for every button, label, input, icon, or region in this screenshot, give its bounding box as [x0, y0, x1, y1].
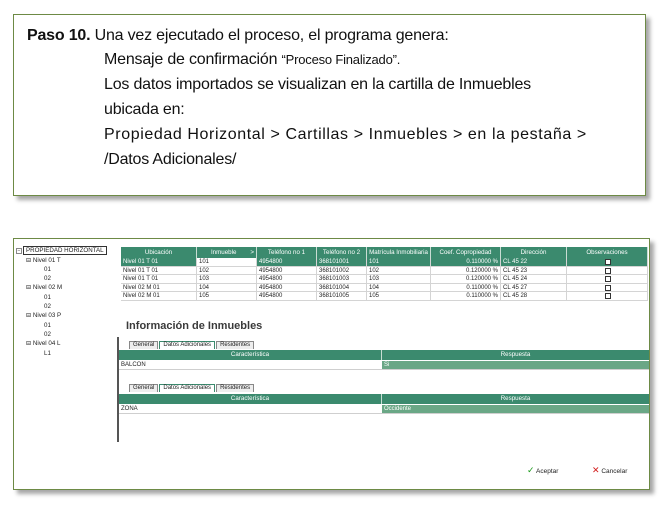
table-row[interactable] [121, 284, 648, 293]
grid-header [121, 247, 648, 258]
caracteristica-header: Característica [119, 394, 382, 404]
table-cell: CL 45 22 [501, 258, 567, 266]
tree-item-nivel-01[interactable] [26, 257, 61, 264]
tree-expander-icon[interactable]: ⊟ [26, 257, 32, 264]
tree-item-label: Nivel 03 P [32, 312, 62, 319]
tree-item[interactable]: 02 [44, 303, 51, 310]
table-cell: CL 45 24 [501, 275, 567, 283]
panel-1-header [119, 350, 649, 360]
observaciones-cell[interactable] [567, 284, 648, 292]
tree-expander-icon[interactable]: ⊟ [26, 284, 32, 291]
navigation-path: Propiedad Horizontal > Cartillas > Inmuebles > en la pestaña > [104, 126, 587, 143]
table-cell: Nivel 01 T 01 [121, 258, 197, 266]
table-cell: 102 [367, 267, 431, 275]
table-cell: 368101004 [317, 284, 367, 292]
table-cell: 0.110000 % [431, 258, 501, 266]
note-icon[interactable] [605, 276, 611, 282]
tree-item[interactable]: 01 [44, 322, 51, 329]
tab-datos-adicionales[interactable]: Datos Adicionales [159, 341, 215, 349]
table-cell: Nivel 02 M 01 [121, 284, 197, 292]
table-cell: CL 45 23 [501, 267, 567, 275]
tree-item-nivel-03[interactable] [26, 312, 61, 319]
cancel-button[interactable] [592, 465, 627, 476]
table-cell: 0.110000 % [431, 292, 501, 300]
table-row[interactable] [121, 258, 648, 267]
column-header[interactable]: Observaciones [567, 247, 648, 258]
table-cell: 105 [197, 292, 257, 300]
tabs-panel-1 [129, 341, 255, 349]
caracteristica-value: BALCON [121, 362, 146, 368]
respuesta-value[interactable]: Si [382, 361, 649, 369]
table-cell: 4954800 [257, 267, 317, 275]
note-icon[interactable] [605, 293, 611, 299]
observaciones-cell[interactable] [567, 258, 648, 266]
table-cell: 103 [197, 275, 257, 283]
panel-2-row[interactable] [119, 405, 649, 414]
tab-path: /Datos Adicionales/ [104, 151, 237, 168]
column-header-label: Inmueble [210, 249, 237, 256]
grid-body [121, 258, 648, 301]
table-cell: 105 [367, 292, 431, 300]
table-cell: CL 45 28 [501, 292, 567, 300]
note-icon[interactable] [605, 259, 611, 265]
tree-item[interactable]: L1 [44, 350, 51, 357]
table-cell: 0.110000 % [431, 284, 501, 292]
respuesta-value[interactable]: Occidente [382, 405, 649, 413]
table-row[interactable] [121, 267, 648, 276]
tree-item-label: Nivel 04 L [32, 340, 61, 347]
step-text: Una vez ejecutado el proceso, el programa genera: [94, 27, 449, 44]
tab-residentes[interactable]: Residentes [216, 341, 254, 349]
checkmark-icon: ✓ [527, 465, 535, 475]
tree-expander-icon[interactable]: ⊟ [26, 340, 32, 347]
table-cell: 4954800 [257, 284, 317, 292]
table-cell: Nivel 02 M 01 [121, 292, 197, 300]
tree-root-label[interactable]: PROPIEDAD HORIZONTAL [23, 246, 107, 255]
table-row[interactable] [121, 275, 648, 284]
respuesta-header: Respuesta [500, 351, 531, 358]
table-cell: 104 [367, 284, 431, 292]
table-cell: 368101001 [317, 258, 367, 266]
note-icon[interactable] [605, 268, 611, 274]
table-cell: 4954800 [257, 258, 317, 266]
location-label-line: ubicada en: [104, 101, 185, 118]
table-cell: 0.120000 % [431, 267, 501, 275]
table-cell: 104 [197, 284, 257, 292]
table-cell: CL 45 27 [501, 284, 567, 292]
table-cell: Nivel 01 T 01 [121, 275, 197, 283]
tab-residentes[interactable]: Residentes [216, 384, 254, 392]
column-header[interactable] [197, 247, 257, 258]
observaciones-cell[interactable] [567, 275, 648, 283]
tree-item[interactable]: 02 [44, 331, 51, 338]
panel-1-row[interactable] [119, 361, 649, 370]
table-row[interactable] [121, 292, 648, 301]
tabs-panel-2 [129, 384, 255, 392]
sort-indicator-icon: > [250, 249, 254, 256]
info-title: Información de Inmuebles [126, 320, 263, 332]
close-icon: ✕ [592, 465, 600, 475]
inmuebles-grid [121, 247, 648, 301]
tree-item-label: Nivel 01 T [32, 257, 61, 264]
confirmation-quote: “Proceso Finalizado”. [281, 52, 401, 67]
tree-expander-icon[interactable]: ⊟ [26, 312, 32, 319]
tree-item-nivel-04[interactable] [26, 340, 60, 347]
tree-item[interactable]: 02 [44, 275, 51, 282]
column-header[interactable]: Ubicación [121, 247, 197, 258]
table-cell: 0.120000 % [431, 275, 501, 283]
table-cell: 4954800 [257, 292, 317, 300]
tab-general[interactable]: General [129, 341, 158, 349]
column-header[interactable]: Teléfono no 2 [317, 247, 367, 258]
table-cell: 102 [197, 267, 257, 275]
collapse-icon[interactable]: − [17, 248, 21, 254]
accept-button[interactable] [527, 465, 558, 476]
tab-general[interactable]: General [129, 384, 158, 392]
tree-item-label: Nivel 02 M [32, 284, 63, 291]
table-cell: 368101003 [317, 275, 367, 283]
table-cell: 368101002 [317, 267, 367, 275]
column-header[interactable]: Teléfono no 1 [257, 247, 317, 258]
panel-2-header [119, 394, 649, 404]
column-header[interactable]: Coef. Copropiedad [431, 247, 501, 258]
tree-item[interactable]: 01 [44, 294, 51, 301]
table-cell: 101 [367, 258, 431, 266]
tree-item-nivel-02[interactable] [26, 284, 62, 291]
table-cell: 4954800 [257, 275, 317, 283]
column-header[interactable]: Matrícula Inmobiliaria [367, 247, 431, 258]
tab-datos-adicionales[interactable]: Datos Adicionales [159, 384, 215, 392]
respuesta-header: Respuesta [500, 395, 531, 402]
table-cell: Nivel 01 T 01 [121, 267, 197, 275]
confirmation-text: Mensaje de confirmación [104, 51, 282, 68]
app-screenshot [13, 238, 650, 490]
tree-item[interactable]: 01 [44, 266, 51, 273]
data-location-line: Los datos importados se visualizan en la cartilla de Inmuebles [104, 76, 531, 93]
step-label: Paso 10. [27, 27, 91, 44]
tree-root[interactable] [16, 247, 107, 254]
step-line [27, 27, 449, 45]
table-cell: 103 [367, 275, 431, 283]
caracteristica-value: ZONA [121, 406, 138, 412]
accept-label: Aceptar [536, 468, 559, 475]
caracteristica-header: Característica [119, 350, 382, 360]
table-cell: 101 [197, 258, 257, 266]
note-icon[interactable] [605, 285, 611, 291]
table-cell: 368101005 [317, 292, 367, 300]
observaciones-cell[interactable] [567, 292, 648, 300]
column-header[interactable]: Dirección [501, 247, 567, 258]
confirmation-line [104, 51, 400, 69]
observaciones-cell[interactable] [567, 267, 648, 275]
instruction-box [13, 14, 646, 196]
cancel-label: Cancelar [601, 468, 628, 475]
